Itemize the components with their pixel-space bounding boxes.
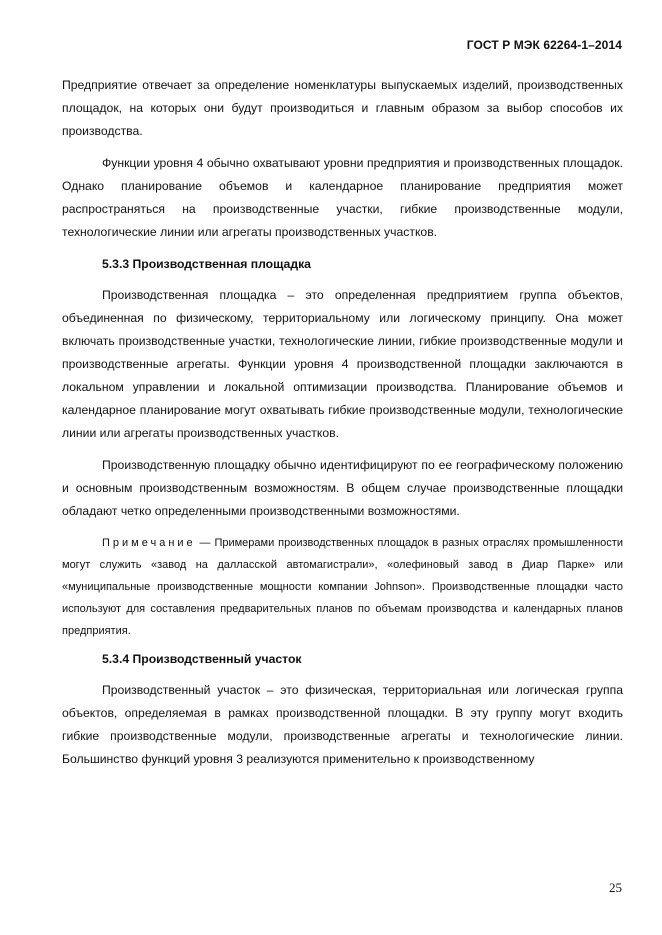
document-header: ГОСТ Р МЭК 62264-1–2014	[466, 38, 622, 52]
note	[62, 532, 623, 642]
section-heading-5-3-3: 5.3.3 Производственная площадка	[102, 257, 311, 271]
note-label: Примечание	[102, 537, 196, 549]
paragraph: Производственная площадка – это определенная предприятием группа объектов, объединенная по физическому, территориальному или логическому принципу. Она может включать производственные участки, технологические линии, гибкие производственные модули и производственные агрегаты. Функции уровня 4 производственной площадки заключаются в локальном управлении и локальной оптимизации производства. Планирование объемов и календарное планирование могут охватывать гибкие производственные модули, технологические линии или агрегаты производственных участков.	[62, 288, 623, 440]
paragraph: Производственную площадку обычно идентифицируют по ее географическому положению и основным производственным возможностям. В общем случае производственные площадки обладают четко определенными производственными возможностями.	[62, 458, 623, 518]
note-text: — Примерами производственных площадок в разных отраслях промышленности могут служить «завод на далласской автомагистрали», «олефиновый завод в Диар Парке» или «муниципальные производственные мощности компании Johnson». Производственные площадки часто используют для составления предварительных планов по объемам производства и календарных планов предприятия.	[62, 537, 623, 637]
document-body	[62, 74, 623, 780]
paragraph: Предприятие отвечает за определение номенклатуры выпускаемых изделий, производственных площадок, на которых они будут производиться и главным образом за выбор способов их производства.	[62, 78, 623, 138]
page-number: 25	[609, 880, 622, 895]
paragraph: Функции уровня 4 обычно охватывают уровни предприятия и производственных площадок. Однако планирование объемов и календарное планирование предприятия может распространяться на производственные участки, гибкие производственные модули, технологические линии или агрегаты производственных участков.	[62, 156, 623, 239]
paragraph: Производственный участок – это физическая, территориальная или логическая группа объектов, определяемая в рамках производственной площадки. В эту группу могут входить гибкие производственные модули, производственные агрегаты и технологические линии. Большинство функций уровня 3 реализуются применительно к производственному	[62, 683, 623, 766]
section-heading-5-3-4: 5.3.4 Производственный участок	[102, 652, 302, 666]
